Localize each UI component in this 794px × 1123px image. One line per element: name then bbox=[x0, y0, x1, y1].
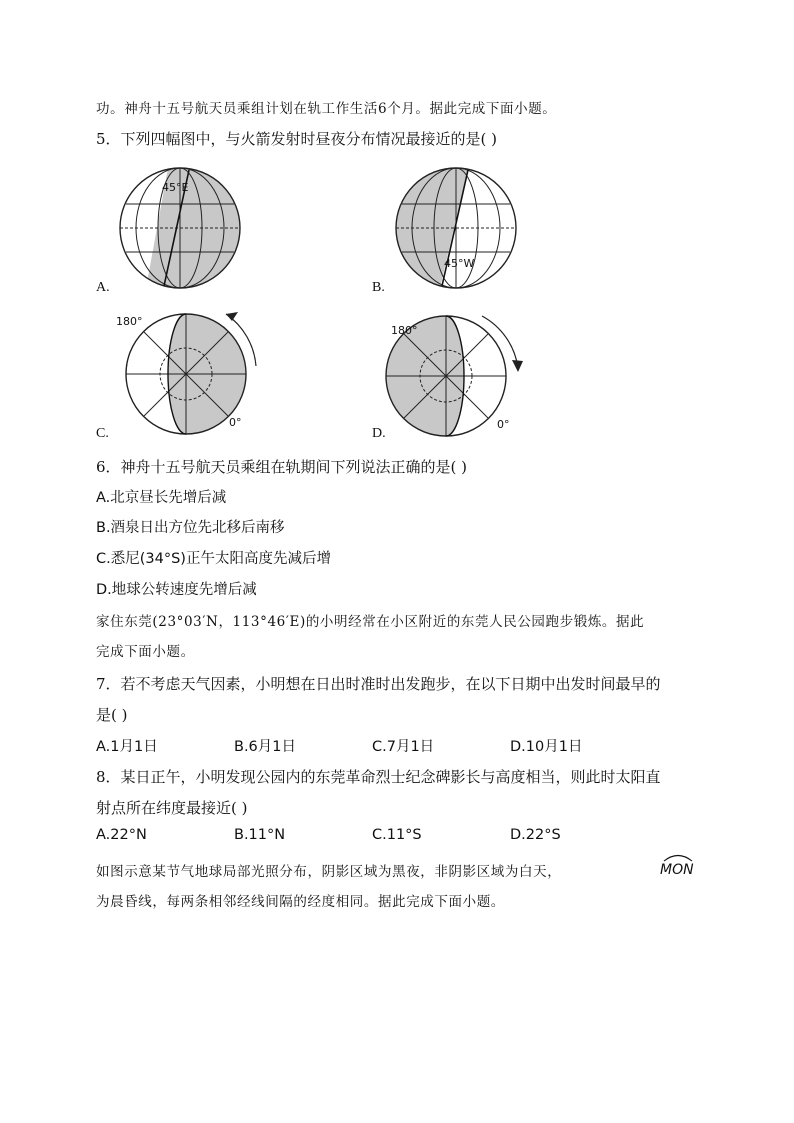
arc-mon-text: MON bbox=[660, 862, 694, 878]
intro-3-line-1: 如图示意某节气地球局部光照分布，阴影区域为黑夜，非阴影区域为白天， bbox=[96, 864, 562, 880]
figure-a-globe bbox=[118, 166, 244, 292]
question-7-stem-line-1: 7．若不考虑天气因素，小明想在日出时准时出发跑步，在以下日期中出发时间最早的 bbox=[96, 675, 661, 693]
figure-d-label: D. bbox=[372, 426, 386, 441]
intro-text-line: 功。神舟十五号航天员乘组计划在轨工作生活6个月。据此完成下面小题。 bbox=[96, 101, 557, 117]
fig-a-label-45e: 45°E bbox=[162, 181, 189, 194]
question-8-stem-line-2: 射点所在纬度最接近( ) bbox=[96, 799, 248, 817]
figure-b-label: B. bbox=[372, 280, 385, 295]
figure-b-globe bbox=[394, 166, 520, 292]
fig-d-label-0: 0° bbox=[497, 418, 510, 431]
question-7-stem-line-2: 是( ) bbox=[96, 706, 128, 724]
fig-c-label-180: 180° bbox=[116, 315, 143, 328]
question-5-stem: 5．下列四幅图中，与火箭发射时昼夜分布情况最接近的是( ) bbox=[96, 130, 498, 148]
question-8-stem-line-1: 8．某日正午，小明发现公园内的东莞革命烈士纪念碑影长与高度相当，则此时太阳直 bbox=[96, 768, 661, 786]
arc-mon-icon bbox=[658, 852, 698, 878]
intro-2-line-1: 家住东莞(23°03′N，113°46′E)的小明经常在小区附近的东莞人民公园跑步锻炼。据此 bbox=[96, 614, 645, 630]
question-7-option-a: A.1月1日 bbox=[96, 739, 158, 755]
question-6-option-a: A.北京昼长先增后减 bbox=[96, 490, 227, 506]
question-6-option-c: C.悉尼(34°S)正午太阳高度先减后增 bbox=[96, 551, 331, 567]
question-8-option-b: B.11°N bbox=[234, 827, 286, 843]
figure-c-polar bbox=[108, 308, 268, 438]
fig-c-label-0: 0° bbox=[229, 416, 242, 429]
figure-c-label: C. bbox=[96, 426, 109, 441]
question-6-stem: 6．神舟十五号航天员乘组在轨期间下列说法正确的是( ) bbox=[96, 458, 468, 476]
question-8-option-c: C.11°S bbox=[372, 827, 422, 843]
question-7-option-d: D.10月1日 bbox=[510, 739, 583, 755]
question-8-option-a: A.22°N bbox=[96, 827, 147, 843]
arc-mon-label bbox=[658, 852, 698, 882]
question-6-option-b: B.酒泉日出方位先北移后南移 bbox=[96, 520, 285, 536]
figure-a-label: A. bbox=[96, 280, 110, 295]
fig-b-label-45w: 45°W bbox=[444, 257, 475, 270]
question-7-option-b: B.6月1日 bbox=[234, 739, 297, 755]
question-8-option-d: D.22°S bbox=[510, 827, 561, 843]
fig-d-label-180: 180° bbox=[391, 324, 418, 337]
intro-2-line-2: 完成下面小题。 bbox=[96, 644, 195, 660]
question-7-option-c: C.7月1日 bbox=[372, 739, 435, 755]
question-6-option-d: D.地球公转速度先增后减 bbox=[96, 582, 257, 598]
figure-d-polar bbox=[384, 310, 544, 440]
intro-3-line-2: 为晨昏线，每两条相邻经线间隔的经度相同。据此完成下面小题。 bbox=[96, 894, 505, 910]
